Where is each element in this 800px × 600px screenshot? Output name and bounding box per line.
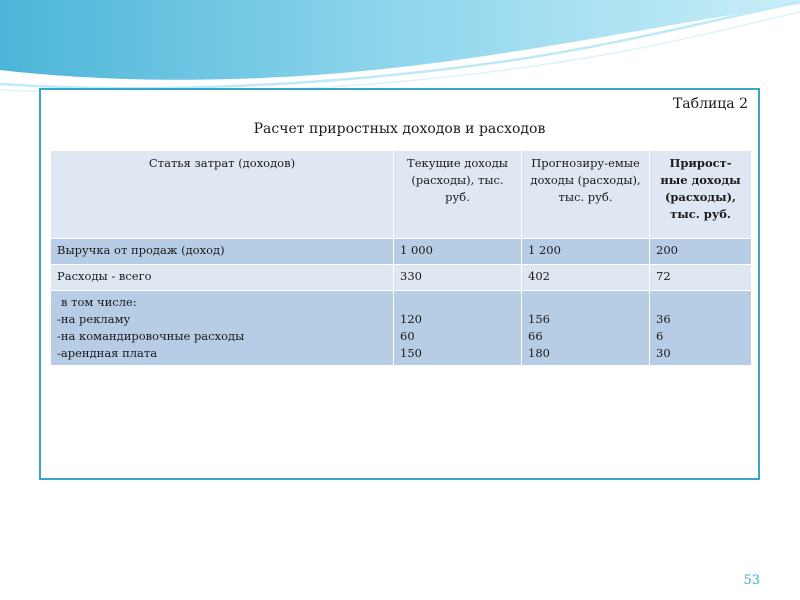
breakdown-value: 180 [528,346,550,360]
income-expense-table [50,150,752,366]
header-cell-current: Текущие доходы (расходы), тыс. руб. [394,151,522,239]
breakdown-value: 6 [656,329,664,343]
table-row-breakdown [51,291,752,366]
cell-current: 1 000 [394,239,522,265]
cell-forecast: 1 200 [522,239,650,265]
breakdown-value: 66 [528,329,543,343]
breakdown-item: -на командировочные расходы [57,329,245,343]
cell-current: 330 [394,265,522,291]
breakdown-item: -арендная плата [57,346,158,360]
breakdown-value: 120 [400,312,422,326]
cell-forecast: 402 [522,265,650,291]
header-row [51,151,752,239]
cell-item: Выручка от продаж (доход) [51,239,394,265]
cell-forecast-breakdown [522,291,650,366]
breakdown-value: 156 [528,312,550,326]
cell-increment: 200 [650,239,752,265]
table-title: Расчет приростных доходов и расходов [253,121,546,137]
header-cell-item: Статья затрат (доходов) [51,151,394,239]
breakdown-value: 150 [400,346,422,360]
table-row [51,265,752,291]
cell-item-breakdown [51,291,394,366]
cell-increment-breakdown [650,291,752,366]
content-frame [39,88,760,480]
decorative-wave-header [0,0,800,100]
page-number: 53 [743,573,760,588]
cell-increment: 72 [650,265,752,291]
breakdown-value: 36 [656,312,671,326]
header-cell-forecast: Прогнозиру-емые доходы (расходы), тыс. руб. [522,151,650,239]
cell-item: Расходы - всего [51,265,394,291]
breakdown-value: 30 [656,346,671,360]
breakdown-item: -на рекламу [57,312,131,326]
table-row [51,239,752,265]
table-label: Таблица 2 [672,96,748,112]
header-cell-increment: Прирост-ные доходы (расходы), тыс. руб. [650,151,752,239]
cell-current-breakdown [394,291,522,366]
breakdown-value: 60 [400,329,415,343]
breakdown-label: в том числе: [61,295,137,309]
